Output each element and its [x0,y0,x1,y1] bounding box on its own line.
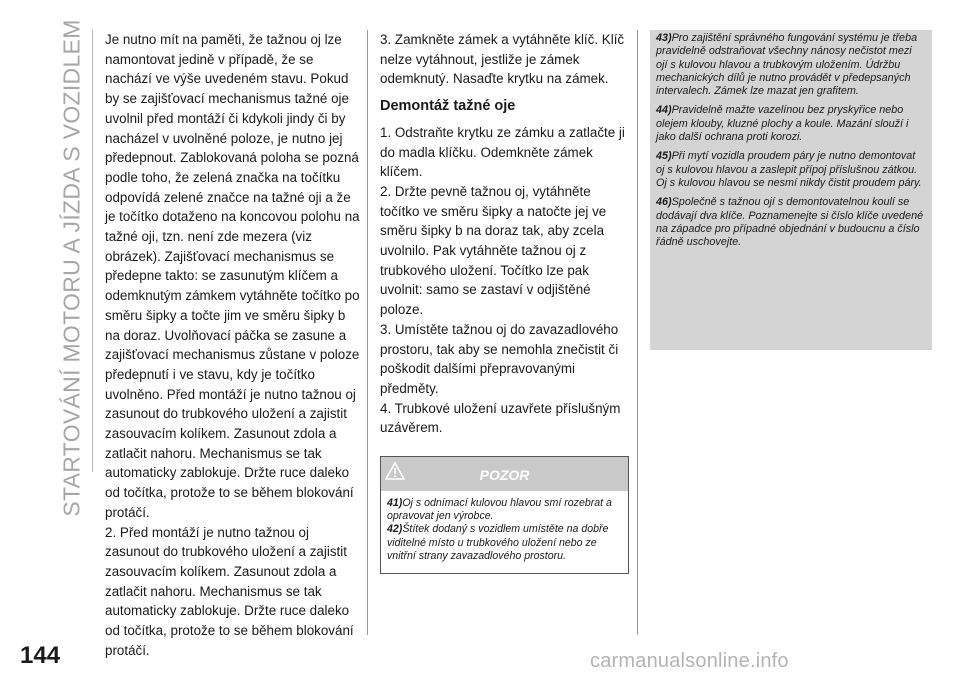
page-number: 144 [20,642,61,669]
caution-box [380,456,629,574]
note-item [656,104,924,144]
body-paragraph: Je nutno mít na paměti, že tažnou oj lze namontovat jedině v případě, že se nachází ve výše uvedeném stavu. Pokud by se zajišťovací mechanismus tažné oje uvolnil před montáží či kdykoli jindy či by nacházel v uvolněné poloze, je nutno jej předepnout. Zablokovaná poloha se pozná podle toho, že zelená značka na točítku odpovídá zelené značce na tažné oji a že je točítko dotaženo na koncovou polohu na tažné oji, tzn. není zde mezera (viz obrázek). Zajišťovací mechanismus se předepne takto: se zasunutým klíčem a odemknutým zámkem vytáhněte točítko po směru šipky a točte jim ve směru šipky b na doraz. Uvolňovací páčka se zasune a zajišťovací mechanismus zůstane v poloze předepnutí i ve stavu, kdy je točítko uvolněno. Před montáží je nutno tažnou oj zasunout do trubkového uložení a zajistit zasouvacím kolíkem. Zasunout zdola a zatlačit nahoru. Mechanismus se tak automaticky zablokuje. Držte ruce daleko od točítka, protože to se během blokování protáčí. [105,32,360,520]
note-item [656,150,924,190]
caution-note [387,523,622,563]
note-text: Při mytí vozidla proudem páry je nutno demontovat oj s kulovou hlavou a zaslepit přípoj příslušnou zátkou. Oj s kulovou hlavou se nesmí nikdy čistit proudem páry. [656,150,922,189]
column-divider-2 [637,30,638,635]
caution-header [381,457,628,491]
gutter-divider [92,30,93,472]
note-item [656,196,924,249]
step-3: 3. Zamkněte zámek a vytáhněte klíč. Klíč nelze vytáhnout, jestliže je zámek odemknutý. Nasaďte krytku na zámek. [380,32,625,87]
step-2: 2. Před montáží je nutno tažnou oj zasunout do trubkového uložení a zajistit zasouvacím kolíkem. Zasunout zdola a zatlačit nahoru. Mechanismus se tak automaticky zablokuje. Držte ruce daleko od točítka, protože to se během blokování protáčí. [105,524,354,658]
text-column-2 [380,30,630,574]
caution-title: POZOR [479,467,530,484]
caution-notes [381,491,628,573]
note-text: Pravidelně mažte vazelínou bez pryskyřice nebo olejem klouby, kluzné plochy a koule. Mazání slouží i jako další ochrana proti korozi. [656,104,909,144]
text-column-1 [105,30,360,661]
note-number: 41) [387,497,403,510]
note-number: 46) [656,196,672,209]
note-number: 42) [387,523,403,536]
note-item [656,32,924,98]
notes-box [650,30,932,350]
note-number: 43) [656,32,672,44]
note-text: Pro zajištění správného fungování systému je třeba pravidelně odstraňovat všechny nánosy nečistot mezi ojí s kulovou hlavou a trubkovým uložením. Údržbu mechanických dílů je nutno provádět v předepsaných intervalech. Zámek lze mazat jen grafitem. [656,32,918,98]
removal-step-4: 4. Trubkové uložení uzavřete příslušným uzávěrem. [380,400,621,436]
note-number: 44) [656,104,672,117]
column-divider-1 [367,30,368,635]
removal-step-3: 3. Umístěte tažnou oj do zavazadlového prostoru, tak aby se nemohla znečistit či poškodit dalšími přepravovanými předměty. [380,321,619,396]
caution-note [387,497,622,523]
chapter-side-title: STARTOVÁNÍ MOTORU A JÍZDA S VOZIDLEM [58,19,85,517]
note-text: Oj s odnímací kulovou hlavou smí rozebrat a opravovat jen výrobce. [387,497,612,523]
note-text: Štítek dodaný s vozidlem umístěte na dobře viditelné místo u trubkového uložení nebo ze vnitřní strany zavazadlového prostoru. [387,523,609,562]
watermark: carmanualsonline.info [590,650,789,672]
note-number: 45) [656,150,672,163]
note-text: Společně s tažnou ojí s demontovatelnou koulí se dodávají dva klíče. Poznamenejte si číslo klíče uvedené na západce pro případné objednání v budoucnu a číslo řádně uschovejte. [656,196,924,249]
removal-step-1: 1. Odstraňte krytku ze zámku a zatlačte ji do madla klíčku. Odemkněte zámek klíčem. [380,124,625,180]
removal-step-2: 2. Držte pevně tažnou oj, vytáhněte točítko ve směru šipky a natočte jej ve směru šipky b na doraz tak, aby zcela uvolnilo. Pak vytáhněte tažnou oj z trubkového uložení. Točítko lze pak uvolnit: samo se zastaví v odjištěné poloze. [380,183,607,318]
section-heading: Demontáž tažné oje [380,98,516,115]
